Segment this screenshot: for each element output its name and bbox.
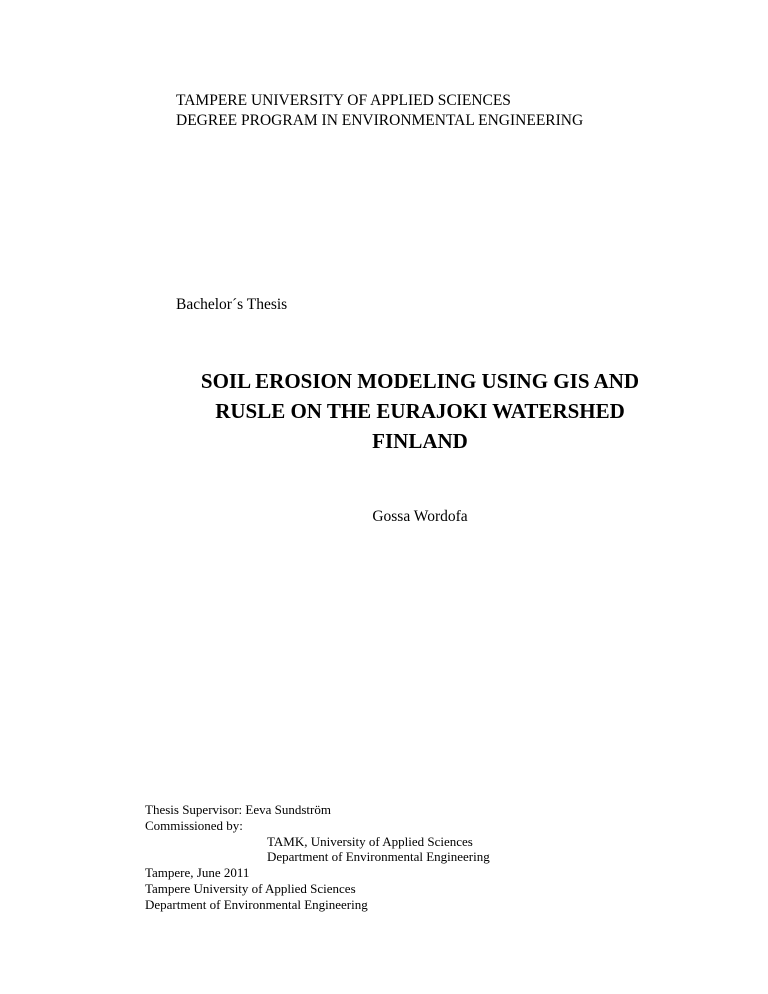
- commissioner-org: TAMK, University of Applied Sciences: [267, 833, 473, 849]
- title-line-3: FINLAND: [372, 429, 468, 453]
- institution-line: Tampere University of Applied Sciences: [145, 880, 356, 896]
- degree-program: DEGREE PROGRAM IN ENVIRONMENTAL ENGINEERING: [176, 112, 584, 129]
- title-line-1: SOIL EROSION MODELING USING GIS AND: [200, 369, 640, 393]
- commissioner-dept: Department of Environmental Engineering: [267, 849, 490, 865]
- institution-header: [176, 91, 583, 131]
- thesis-title: [150, 366, 690, 456]
- title-line-2: RUSLE ON THE EURAJOKI WATERSHED: [215, 399, 625, 423]
- author-name: Gossa Wordofa: [372, 508, 468, 525]
- supervisor-line: Thesis Supervisor: Eeva Sundström: [145, 802, 331, 817]
- university-name: TAMPERE UNIVERSITY OF APPLIED SCIENCES: [176, 92, 511, 109]
- thesis-details: [145, 802, 490, 913]
- place-date: Tampere, June 2011: [145, 865, 250, 881]
- department-line: Department of Environmental Engineering: [145, 896, 368, 912]
- commissioned-label: Commissioned by:: [145, 817, 243, 833]
- thesis-type: Bachelor´s Thesis: [176, 296, 288, 313]
